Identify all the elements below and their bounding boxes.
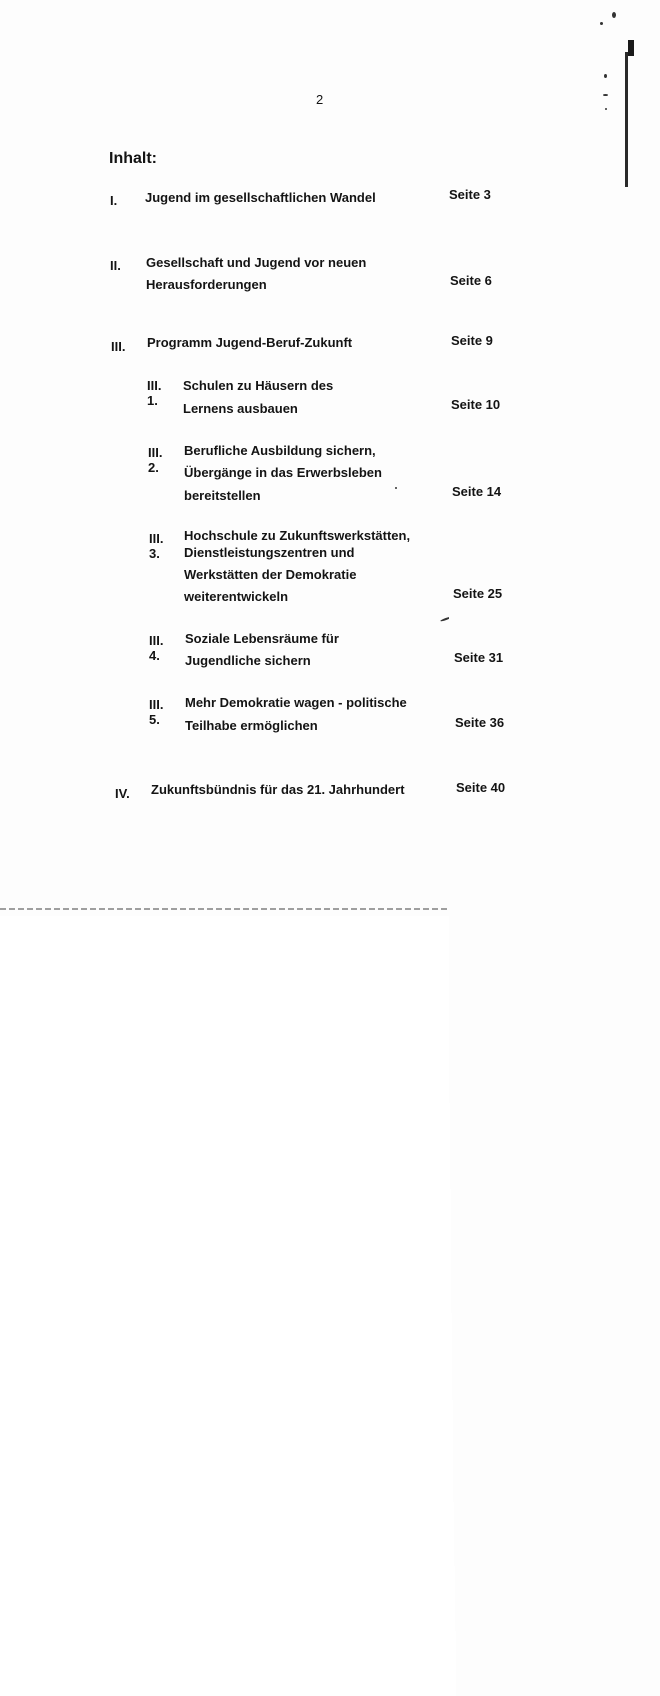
toc-entry-page: Seite 40 <box>456 780 660 1696</box>
scan-speck <box>395 487 397 489</box>
toc-entry-title: Herausforderungen <box>146 277 267 292</box>
toc-heading: Inhalt: <box>109 150 157 167</box>
toc-entry-number: III. 3. <box>149 531 164 561</box>
toc-entry-title: Programm Jugend-Beruf-Zukunft <box>147 335 353 350</box>
toc-entry-number: III. 1. <box>147 378 162 408</box>
scan-speck <box>612 12 616 18</box>
toc-entry-number: III. 5. <box>149 697 164 727</box>
toc-entry-number: I. <box>110 193 118 208</box>
toc-entry-title: Gesellschaft und Jugend vor neuen <box>146 255 367 270</box>
scan-speck <box>605 108 607 110</box>
toc-entry-title: Mehr Demokratie wagen - politische <box>185 695 407 710</box>
toc-entry-page: Seite 36 <box>455 715 660 1631</box>
toc-entry-page: Seite 10 <box>451 397 660 1313</box>
scan-speck <box>604 74 607 78</box>
toc-entry-title: bereitstellen <box>184 488 261 503</box>
toc-entry-number: IV. <box>115 786 130 801</box>
scan-speck <box>603 94 608 96</box>
toc-entry-number: III. <box>111 339 126 354</box>
toc-entry-title: Übergänge in das Erwerbsleben <box>184 465 382 480</box>
scan-edge-mark <box>628 40 634 56</box>
toc-entry-title: Jugendliche sichern <box>185 653 311 668</box>
toc-entry-number: III. 4. <box>149 633 164 663</box>
toc-entry-number: III. 2. <box>148 445 163 475</box>
toc-entry-title: Werkstätten der Demokratie <box>184 567 357 582</box>
toc-entry-title: Soziale Lebensräume für <box>185 631 339 646</box>
toc-entry-title: Dienstleistungszentren und <box>184 545 355 560</box>
toc-entry-page: Seite 14 <box>452 484 660 1400</box>
scan-speck <box>600 22 603 25</box>
toc-entry-title: weiterentwickeln <box>184 589 289 604</box>
toc-entry-number: II. <box>110 258 121 273</box>
toc-entry-page: Seite 3 <box>449 187 660 1103</box>
toc-entry-page: Seite 9 <box>451 333 660 1249</box>
toc-entry-title: Schulen zu Häusern des <box>183 378 334 393</box>
page-number: 2 <box>316 92 324 107</box>
toc-entry-title: Teilhabe ermöglichen <box>185 718 318 733</box>
toc-entry-title: Berufliche Ausbildung sichern, <box>184 443 376 458</box>
toc-entry-page: Seite 31 <box>454 650 660 1566</box>
toc-entry-title: Hochschule zu Zukunftswerkstätten, <box>184 528 411 543</box>
toc-entry-title: Jugend im gesellschaftlichen Wandel <box>145 190 376 205</box>
toc-entry-page: Seite 25 <box>453 586 660 1502</box>
toc-entry-page: Seite 6 <box>450 273 660 1189</box>
toc-entry-title: Lernens ausbauen <box>183 401 298 416</box>
toc-entry-title: Zukunftsbündnis für das 21. Jahrhundert <box>151 782 405 797</box>
